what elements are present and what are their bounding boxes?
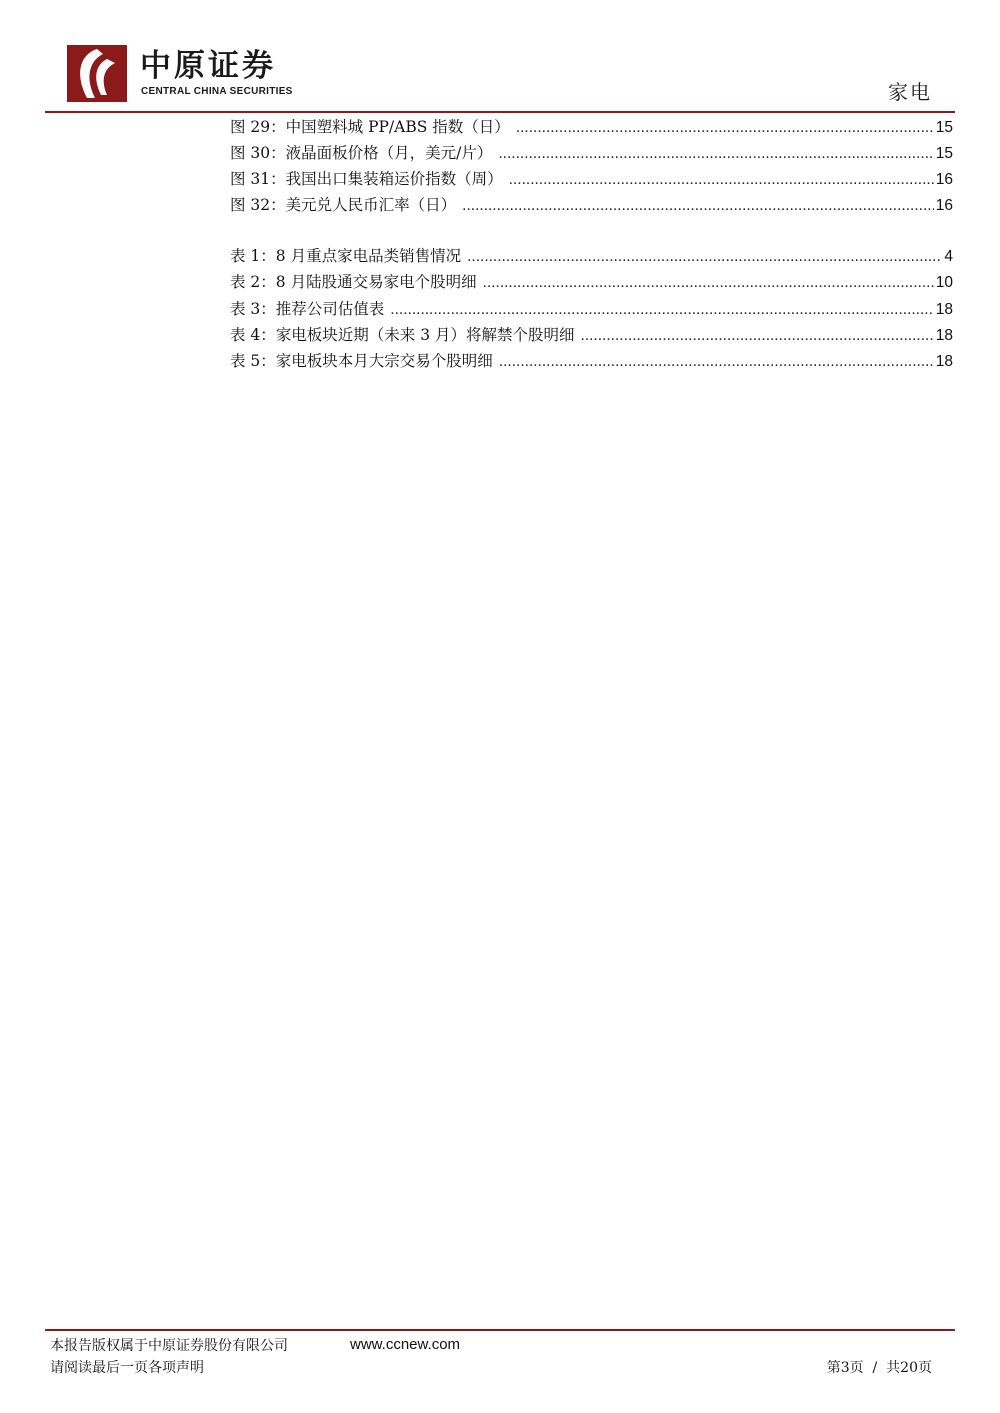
toc-leader: [581, 326, 934, 346]
toc-leader: [467, 247, 942, 267]
toc-entry-table[interactable]: [230, 299, 953, 321]
toc-leader: [483, 273, 934, 293]
toc-entry-figure[interactable]: [230, 143, 953, 165]
toc-leader: [499, 352, 934, 372]
toc-entry-table[interactable]: [230, 325, 953, 347]
toc-page-number: 15: [935, 119, 953, 136]
copyright-notice: 本报告版权属于中原证券股份有限公司: [50, 1338, 288, 1354]
toc-label: 图 32：美元兑人民币汇率（日）: [230, 196, 457, 214]
website-link[interactable]: www.ccnew.com: [350, 1336, 461, 1353]
toc-entry-table[interactable]: [230, 272, 953, 294]
toc-page-number: 18: [935, 327, 953, 344]
toc-entry-figure[interactable]: [230, 117, 953, 139]
toc-page-number: 18: [935, 353, 953, 370]
section-title: 家电: [888, 80, 932, 104]
footer-divider: [45, 1329, 955, 1331]
company-logo-icon: [67, 45, 127, 102]
toc-page-number: 18: [935, 301, 953, 318]
toc-label: 图 31：我国出口集装箱运价指数（周）: [230, 170, 503, 188]
toc-label: 表 4：家电板块近期（未来 3 月）将解禁个股明细: [230, 326, 575, 344]
toc-entry-figure[interactable]: [230, 195, 953, 217]
toc-page-number: 16: [935, 197, 953, 214]
toc-leader: [498, 144, 933, 164]
toc-label: 表 1：8 月重点家电品类销售情况: [230, 247, 462, 265]
header-divider: [45, 111, 955, 113]
page-number: 第3页 / 共20页: [826, 1360, 932, 1376]
toc-label: 图 30：液晶面板价格（月，美元/片）: [230, 144, 493, 162]
toc-page-number: 16: [935, 171, 953, 188]
toc-page-number: 4: [944, 248, 953, 265]
toc-label: 表 3：推荐公司估值表: [230, 300, 385, 318]
company-name-en: CENTRAL CHINA SECURITIES: [141, 86, 293, 97]
company-name-cn: 中原证券: [140, 48, 276, 84]
toc-leader: [516, 118, 934, 138]
toc-leader: [509, 170, 934, 190]
toc-entry-table[interactable]: [230, 351, 953, 373]
toc-label: 图 29：中国塑料城 PP/ABS 指数（日）: [230, 118, 510, 136]
toc-entry-table[interactable]: [230, 246, 953, 268]
toc-leader: [390, 300, 933, 320]
toc-entry-figure[interactable]: [230, 169, 953, 191]
disclaimer-note: 请阅读最后一页各项声明: [50, 1360, 204, 1376]
toc-label: 表 5：家电板块本月大宗交易个股明细: [230, 352, 493, 370]
toc-page-number: 10: [935, 274, 953, 291]
toc-leader: [462, 196, 934, 216]
toc-page-number: 15: [935, 145, 953, 162]
toc-label: 表 2：8 月陆股通交易家电个股明细: [230, 273, 477, 291]
